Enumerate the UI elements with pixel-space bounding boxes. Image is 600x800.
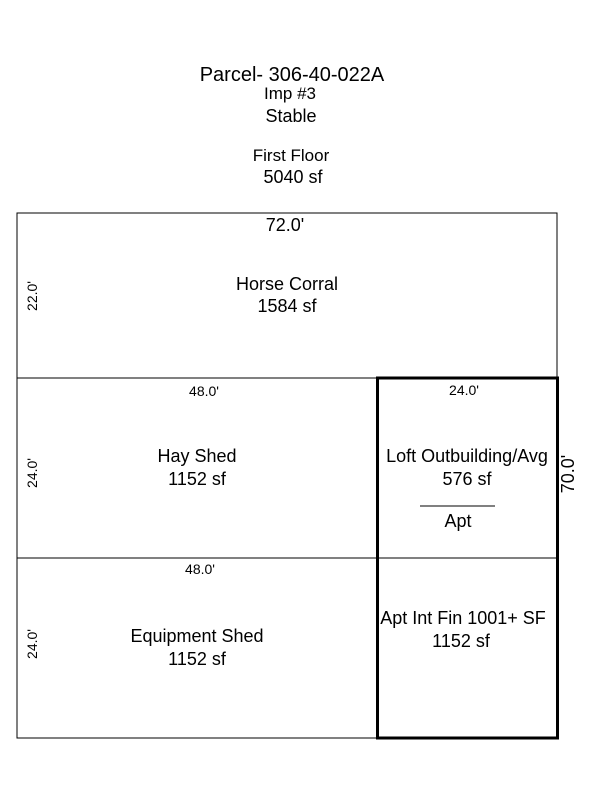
apt-int-fin-label: Apt Int Fin 1001+ SF [380, 608, 546, 628]
floor-name: First Floor [252, 146, 330, 165]
hay-shed-depth-dimension: 24.0' [24, 458, 40, 488]
building-type: Stable [265, 106, 317, 126]
equipment-shed-area: 1152 sf [168, 649, 226, 669]
horse-corral-label: Horse Corral [235, 274, 339, 294]
improvement-number: Imp #3 [264, 84, 316, 103]
loft-outbuilding-area: 576 sf [442, 469, 492, 489]
horse-corral-depth-dimension: 22.0' [24, 281, 40, 311]
equipment-shed-depth-dimension: 24.0' [24, 629, 40, 659]
equipment-shed-label: Equipment Shed [130, 626, 264, 646]
loft-outbuilding-label: Loft Outbuilding/Avg [386, 446, 548, 466]
loft-width-dimension: 24.0' [449, 382, 479, 398]
equipment-shed-width-dimension: 48.0' [185, 561, 215, 577]
hay-shed-area: 1152 sf [168, 469, 226, 489]
loft-apt-sublabel: Apt [444, 511, 472, 531]
horse-corral-area: 1584 sf [257, 296, 317, 316]
overall-width-dimension: 72.0' [265, 215, 305, 235]
floor-area: 5040 sf [263, 167, 323, 187]
parcel-title: Parcel- 306-40-022A [199, 64, 385, 86]
hay-shed-label: Hay Shed [157, 446, 237, 466]
overall-depth-dimension: 70.0' [558, 454, 578, 494]
apt-int-fin-area: 1152 sf [432, 631, 490, 651]
hay-shed-width-dimension: 48.0' [189, 383, 219, 399]
